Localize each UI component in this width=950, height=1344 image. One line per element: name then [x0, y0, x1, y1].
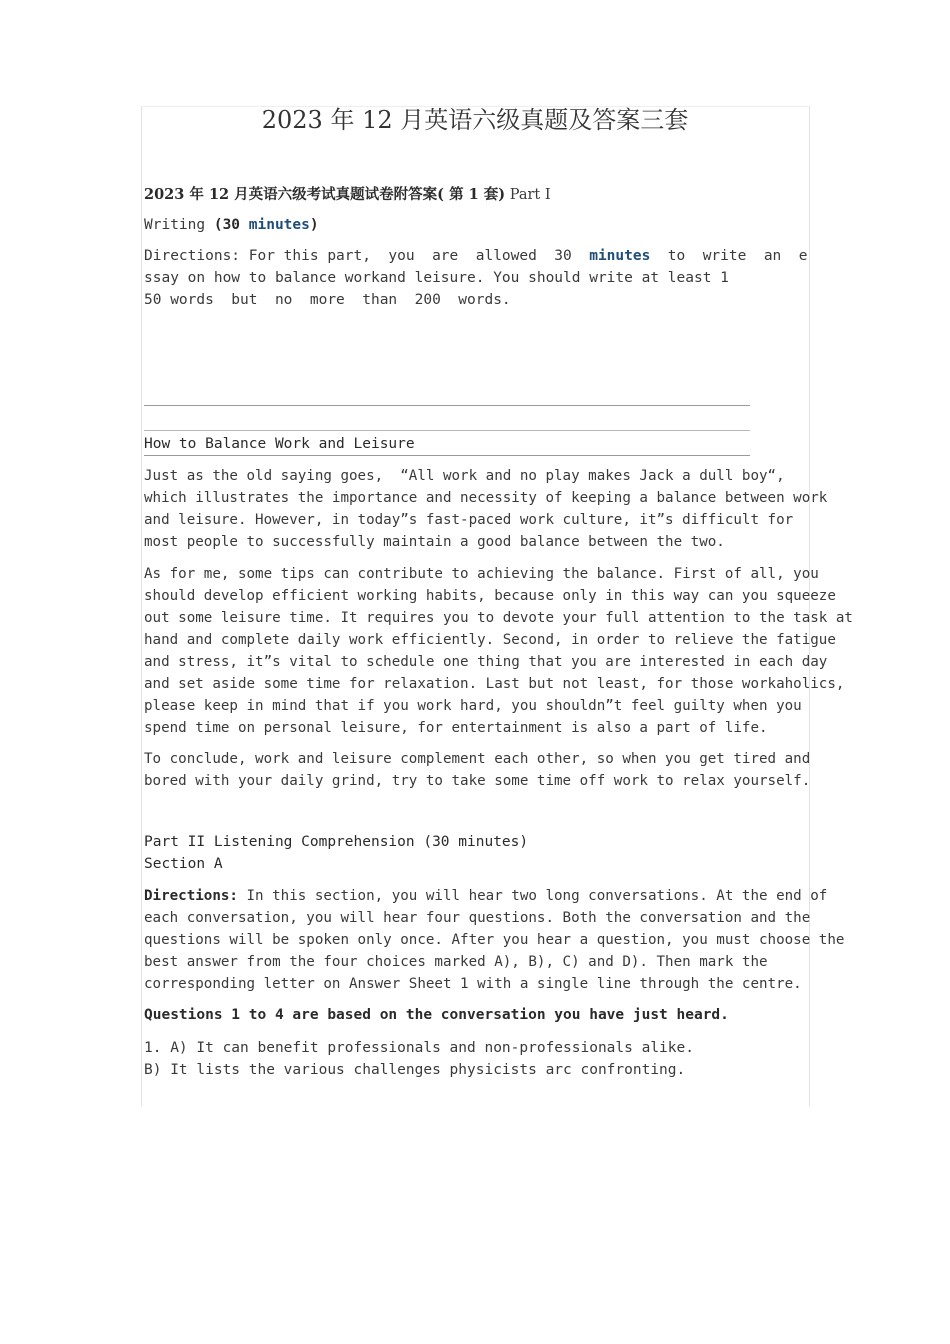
exam-subtitle-part: Part I — [505, 187, 551, 203]
question-1-option-a: 1. A) It can benefit professionals and non-professionals alike. — [144, 1040, 694, 1056]
question-1-option-b: B) It lists the various challenges physicists arc confronting. — [144, 1062, 686, 1078]
minutes-link[interactable]: minutes — [248, 217, 310, 233]
essay-title-underline — [144, 455, 750, 456]
divider — [144, 405, 750, 406]
directions-text: Directions: For this part, you are allowed 30 — [144, 248, 590, 264]
page-title: 2023 年 12 月英语六级真题及答案三套 — [261, 106, 689, 134]
writing-time-open: (30 — [205, 217, 249, 233]
exam-subtitle — [144, 184, 551, 206]
section-a-heading: Section A — [144, 856, 223, 872]
writing-label: Writing — [144, 217, 206, 233]
directions-line-3: 50 words but no more than 200 words. — [144, 292, 511, 308]
writing-time-close: ) — [309, 217, 319, 233]
divider — [144, 430, 750, 431]
essay-paragraph-2: As for me, some tips can contribute to achieving the balance. First of all, you should develop efficient working habits, because only in this way can you squeeze out some leisure time. It requires you to devote your full attention to the task at hand and complete daily work efficiently. Second, in order to relieve the fatigue and stress, it”s vital to schedule one thing that you are interested in each day and set aside some time for relaxation. Last but not least, for those workaholics, please keep in mind that if you work hard, you shouldn”t feel guilty when you spend time on personal leisure, for entertainment is also a part of life. — [144, 566, 853, 736]
writing-heading — [144, 214, 319, 236]
directions-line-2: ssay on how to balance workand leisure. You should write at least 1 — [144, 270, 729, 286]
part2-heading: Part II Listening Comprehension (30 minutes) — [144, 834, 529, 850]
directions-label: Directions: — [144, 888, 238, 904]
minutes-link[interactable]: minutes — [589, 248, 651, 264]
questions-intro: Questions 1 to 4 are based on the conversation you have just heard. — [144, 1007, 729, 1023]
part2-directions: Directions: In this section, you will hear two long conversations. At the end of each conversation, you will hear four questions. Both the conversation and the questions will be spoken only once. After you hear a question, you must choose the best answer from the four choices marked A), B), C) and D). Then mark the corresponding letter on Answer Sheet 1 with a single line through the centre. — [144, 888, 845, 992]
essay-paragraph-3: To conclude, work and leisure complement each other, so when you get tired and bored with your daily grind, try to take some time off work to relax yourself. — [144, 751, 811, 789]
essay-paragraph-1: Just as the old saying goes, “All work and no play makes Jack a dull boy“, which illustrates the importance and necessity of keeping a balance between work and leisure. However, in today”s fast-paced work culture, it”s difficult for most people to successfully maintain a good balance between the two. — [144, 468, 828, 550]
essay-title: How to Balance Work and Leisure — [144, 436, 415, 452]
directions-text: to write an e — [650, 248, 808, 264]
exam-subtitle-main: 2023 年 12 月英语六级考试真题试卷附答案( 第 1 套) — [144, 186, 506, 203]
directions-line-1 — [144, 245, 807, 267]
